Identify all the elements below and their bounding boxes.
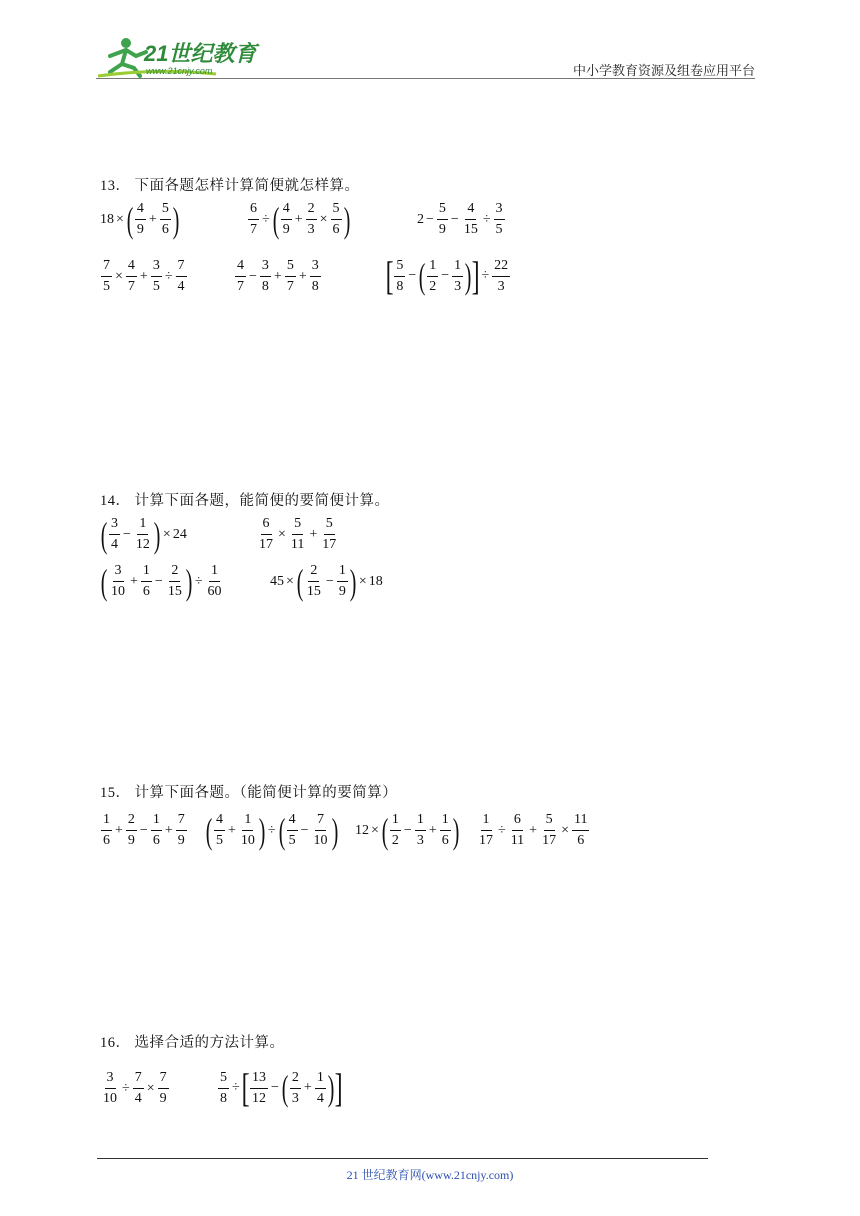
expr-14-1: ( $\frac{3}{4}$ − $\frac{1}{12}$ ) × 24 xyxy=(100,514,187,555)
question-13-title xyxy=(100,174,360,195)
expr-14-3: ( $\frac{3}{10}$ + $\frac{1}{6}$ − $\frac{2}{15}$ ) ÷ $\frac{1}{60}$ xyxy=(100,561,222,602)
expr-13-4: $\frac{7}{5}$ × $\frac{4}{7}$ + $\frac{3}{5}$ ÷ $\frac{7}{4}$ xyxy=(103,258,185,294)
question-number: 14． xyxy=(100,493,131,509)
expr-13-3: 2 − $\frac{5}{9}$ − $\frac{4}{15}$ ÷ $\frac{3}{5}$ xyxy=(417,201,503,237)
expr-16-2: $\frac{5}{8}$ ÷ [ $\frac{13}{12}$ − ( $\frac{2}{3}$ + $\frac{1}{4}$ ) ] xyxy=(220,1065,343,1110)
expr-16-1: $\frac{3}{10}$ ÷ $\frac{7}{4}$ × $\frac{7}{9}$ xyxy=(103,1070,167,1106)
question-number: 16． xyxy=(100,1035,131,1051)
footer-link[interactable]: 21 世纪教育网(www.21cnjy.com) xyxy=(346,1168,514,1182)
expr-14-4: 45 × ( $\frac{2}{15}$ − $\frac{1}{9}$ ) × 18 xyxy=(270,561,383,602)
question-number: 13． xyxy=(100,178,131,194)
question-16-title xyxy=(100,1031,285,1052)
site-logo xyxy=(96,34,266,80)
expr-15-1: $\frac{1}{6}$ + $\frac{2}{9}$ − $\frac{1}{6}$ + $\frac{7}{9}$ xyxy=(103,812,185,848)
expr-15-2: ( $\frac{4}{5}$ + $\frac{1}{10}$ ) ÷ ( $\frac{4}{5}$ − $\frac{7}{10}$ ) xyxy=(205,810,338,851)
expr-13-2: $\frac{6}{7}$ ÷ ( $\frac{4}{9}$ + $\frac{2}{3}$ × $\frac{5}{6}$ ) xyxy=(250,199,350,240)
footer-divider xyxy=(97,1158,708,1159)
question-text: 计算下面各题。（能简便计算的要简算） xyxy=(134,785,398,801)
runner-logo-icon xyxy=(96,34,266,80)
question-text: 计算下面各题，能简便的要简便计算。 xyxy=(134,493,390,509)
expr-15-4: $\frac{1}{17}$ ÷ $\frac{6}{11}$ + $\frac{5}{17}$ × $\frac{11}{6}$ xyxy=(479,812,588,848)
svg-text:www.21cnjy.com: www.21cnjy.com xyxy=(146,66,213,76)
question-15-title xyxy=(100,781,397,802)
expr-15-3: 12 × ( $\frac{1}{2}$ − $\frac{1}{3}$ + $\frac{1}{6}$ ) xyxy=(355,810,460,851)
header-platform-name: 中小学教育资源及组卷应用平台 xyxy=(572,63,755,78)
question-text: 选择合适的方法计算。 xyxy=(134,1035,285,1051)
question-text: 下面各题怎样计算简便就怎样算。 xyxy=(134,178,360,194)
expr-13-5: $\frac{4}{7}$ − $\frac{3}{8}$ + $\frac{5}{7}$ + $\frac{3}{8}$ xyxy=(237,258,319,294)
header-divider xyxy=(96,78,755,79)
expr-13-6: [ $\frac{5}{8}$ − ( $\frac{1}{2}$ − $\frac{1}{3}$ ) ] ÷ $\frac{22}{3}$ xyxy=(385,253,509,298)
question-14-title xyxy=(100,489,390,510)
expr-13-1: 18 × ( $\frac{4}{9}$ + $\frac{5}{6}$ ) xyxy=(100,199,180,240)
expr-14-2: $\frac{6}{17}$ × $\frac{5}{11}$ + $\frac{5}{17}$ xyxy=(259,516,337,552)
question-number: 15． xyxy=(100,785,131,801)
svg-text:21世纪教育: 21世纪教育 xyxy=(144,41,257,66)
